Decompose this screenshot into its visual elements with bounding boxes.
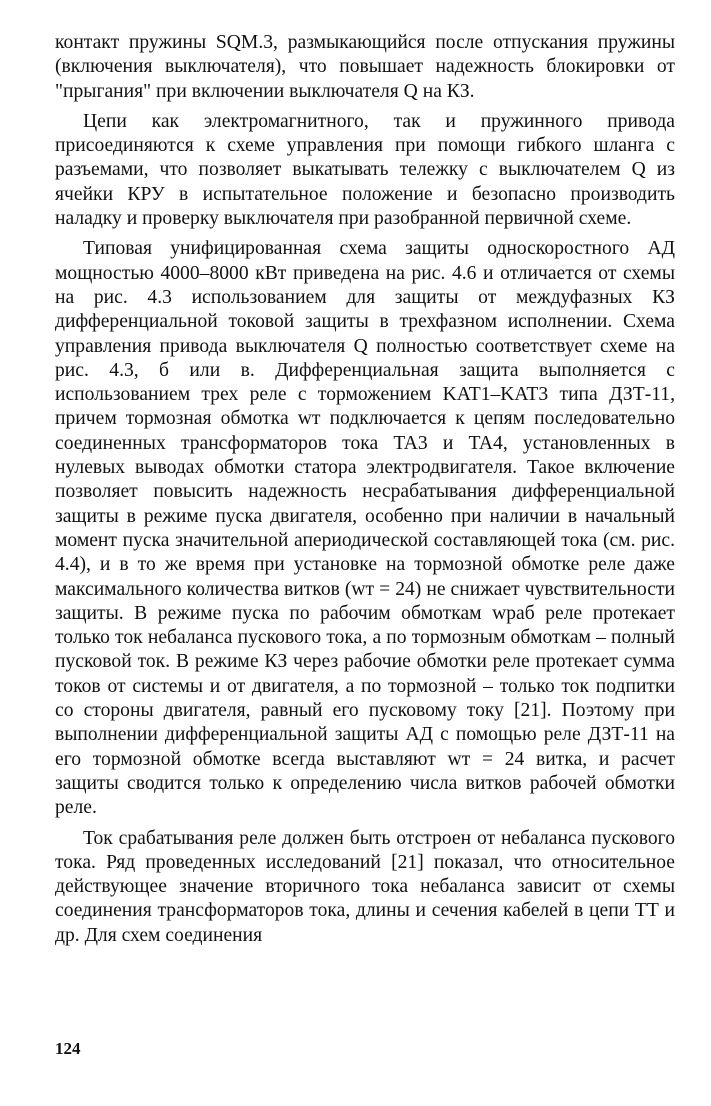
page-body bbox=[55, 31, 675, 948]
paragraph-2: Цепи как электромагнитного, так и пружинного привода присоединяются к схеме управления при помощи гибкого шланга с разъемами, что позволяет выкатывать тележку с выключателем Q из ячейки КРУ в испытательное положение и безопасно производить наладку и проверку выключателя при разобранной первичной схеме. bbox=[55, 110, 675, 230]
paragraph-4: Ток срабатывания реле должен быть отстроен от небаланса пускового тока. Ряд проведенных исследований [21] показал, что относительное действующее значение вторичного тока небаланса зависит от схемы соединения трансформаторов тока, длины и сечения кабелей в цепи ТТ и др. Для схем соединения bbox=[55, 827, 675, 946]
paragraph-1: контакт пружины SQM.3, размыкающийся после отпускания пружины (включения выключателя), что повышает надежность блокировки от "прыгания" при включении выключателя Q на КЗ. bbox=[55, 32, 675, 102]
paragraph-3: Типовая унифицированная схема защиты односкоростного АД мощностью 4000–8000 кВт приведена на рис. 4.6 и отличается от схемы на рис. 4.3 использованием для защиты от междуфазных КЗ дифференциальной токовой защиты в трехфазном исполнении. Схема управления привода выключателя Q полностью соответствует схеме на рис. 4.3, б или в. Дифференциальная защита выполняется с использованием трех реле с торможением KAT1–KAT3 типа ДЗТ-11, причем тормозная обмотка wт подключается к цепям последовательно соединенных трансформаторов тока TA3 и TA4, установленных в нулевых выводах обмотки статора электродвигателя. Такое включение позволяет повысить надежность несрабатывания дифференциальной защиты в режиме пуска двигателя, особенно при наличии в начальный момент пуска значительной апериодической составляющей тока (см. рис. 4.4), и в то же время при установке на тормозной обмотке реле даже максимального количества витков (wт = 24) не снижает чувствительности защиты. В режиме пуска по рабочим обмоткам wраб реле протекает только ток небаланса пускового тока, а по тормозным обмоткам – полный пусковой ток. В режиме КЗ через рабочие обмотки реле протекает сумма токов от системы и от двигателя, а по тормозной – только ток подпитки со стороны двигателя, равный его пусковому току [21]. Поэтому при выполнении дифференциальной защиты АД с помощью реле ДЗТ-11 на его тормозной обмотке всегда выставляют wт = 24 витка, и расчет защиты сводится только к определению числа витков рабочей обмотки реле. bbox=[55, 238, 675, 819]
page-number: 124 bbox=[55, 1039, 81, 1058]
